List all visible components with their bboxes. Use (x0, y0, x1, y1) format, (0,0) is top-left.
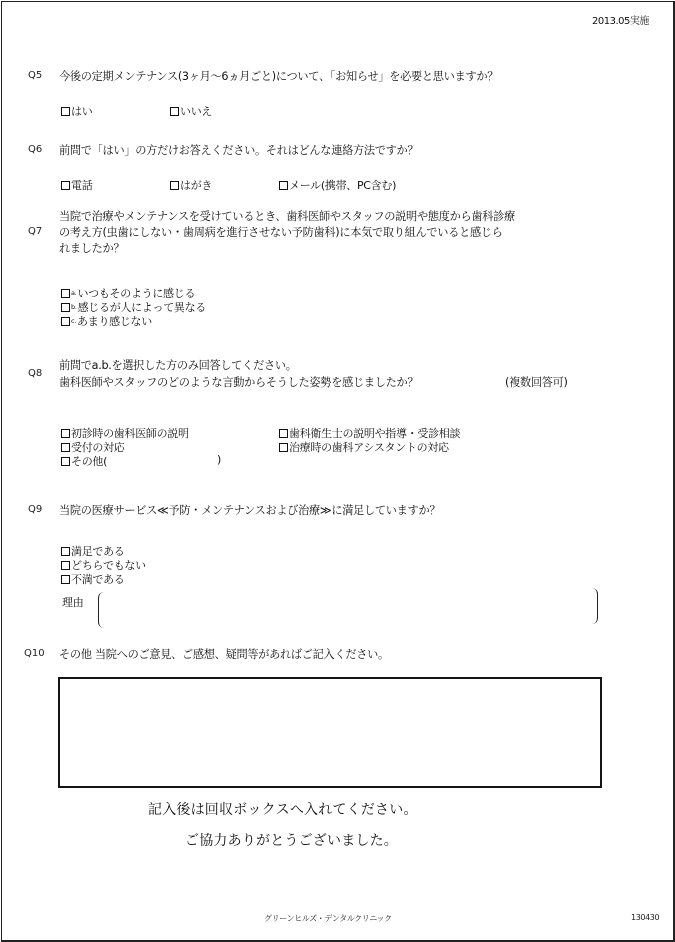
q9-option-satisfied[interactable]: 満足である (61, 543, 125, 559)
q6-option-phone[interactable]: 電話 (61, 177, 92, 193)
checkbox[interactable] (61, 457, 70, 466)
comment-box[interactable] (58, 677, 602, 788)
q7-option-b[interactable]: b. 感じるが人によって異なる (61, 299, 206, 315)
q9-option-neutral[interactable]: どちらでもない (61, 557, 146, 573)
q8-text-line1: 前問でa.b.を選択した方のみ回答してください。 (59, 359, 297, 372)
q9-number: Q9 (28, 504, 43, 515)
checkbox[interactable] (170, 107, 179, 116)
q6-text: 前問で「はい」の方だけお答えください。それはどんな連絡方法ですか？ (59, 144, 419, 157)
checkbox[interactable] (61, 561, 70, 570)
q7-text-line1: 当院で治療やメンテナンスを受けているとき、歯科医師やスタッフの説明や態度から歯科診療 (59, 210, 515, 223)
checkbox[interactable] (61, 575, 70, 584)
closing-instruction: 記入後は回収ボックスへ入れてください。 (148, 802, 418, 818)
checkbox[interactable] (61, 289, 70, 298)
q8-option-initial-dentist[interactable]: 初診時の歯科医師の説明 (61, 425, 189, 441)
checkbox[interactable] (61, 317, 70, 326)
q7-number: Q7 (28, 226, 43, 237)
q6-option-email[interactable]: メール(携帯、PC含む) (279, 177, 396, 193)
q7-text-line2: の考え方(虫歯にしない・歯周病を進行させない予防歯科)に本気で取り組んでいると感じら (59, 226, 503, 239)
reason-open-bracket (98, 592, 105, 628)
checkbox[interactable] (61, 107, 70, 116)
checkbox[interactable] (61, 429, 70, 438)
checkbox[interactable] (61, 547, 70, 556)
checkbox[interactable] (170, 181, 179, 190)
q6-number: Q6 (28, 144, 43, 155)
q9-reason-field[interactable] (106, 590, 588, 626)
q9-reason-label: 理由 (62, 596, 84, 609)
q8-option-hygienist[interactable]: 歯科衛生士の説明や指導・受診相談 (279, 425, 460, 441)
q9-text: 当院の医療サービス≪予防・メンテナンスおよび治療≫に満足していますか？ (59, 504, 441, 517)
checkbox[interactable] (61, 303, 70, 312)
q10-number: Q10 (24, 648, 45, 659)
q8-text-line2: 歯科医師やスタッフのどのような言動からそうした姿勢を感じましたか？ (59, 376, 419, 389)
reason-close-bracket (591, 588, 598, 624)
checkbox[interactable] (61, 443, 70, 452)
survey-page (1, 1, 675, 942)
checkbox[interactable] (279, 181, 288, 190)
q9-option-dissatisfied[interactable]: 不満である (61, 571, 125, 587)
q8-other-close-paren: ) (217, 453, 221, 466)
checkbox[interactable] (279, 443, 288, 452)
q5-number: Q5 (28, 70, 43, 81)
q10-text: その他 当院へのご意見、ご感想、疑問等があればご記入ください。 (59, 648, 389, 661)
checkbox[interactable] (61, 181, 70, 190)
q8-note: (複数回答可) (505, 376, 568, 389)
clinic-name: グリーンヒルズ・デンタルクリニック (264, 914, 392, 923)
q7-text-line3: れましたか？ (59, 242, 125, 255)
checkbox[interactable] (279, 429, 288, 438)
q5-text: 今後の定期メンテナンス(3ヶ月～6ヵ月ごと)について、「お知らせ」を必要と思いますか？ (59, 70, 499, 83)
q8-option-other[interactable]: その他( (61, 453, 107, 469)
q7-option-c[interactable]: c. あまり感じない (61, 313, 152, 329)
q6-option-postcard[interactable]: はがき (170, 177, 212, 193)
closing-thanks: ご協力ありがとうございました。 (185, 833, 398, 849)
q7-option-a[interactable]: a. いつもそのように感じる (61, 285, 195, 301)
q8-option-assistant[interactable]: 治療時の歯科アシスタントの対応 (279, 439, 449, 455)
q8-number: Q8 (28, 368, 43, 379)
date-label: 2013.05実施 (592, 16, 649, 27)
form-code: 130430 (631, 913, 660, 922)
q5-option-no[interactable]: いいえ (170, 103, 212, 119)
q8-option-reception[interactable]: 受付の対応 (61, 439, 125, 455)
q5-option-yes[interactable]: はい (61, 103, 92, 119)
